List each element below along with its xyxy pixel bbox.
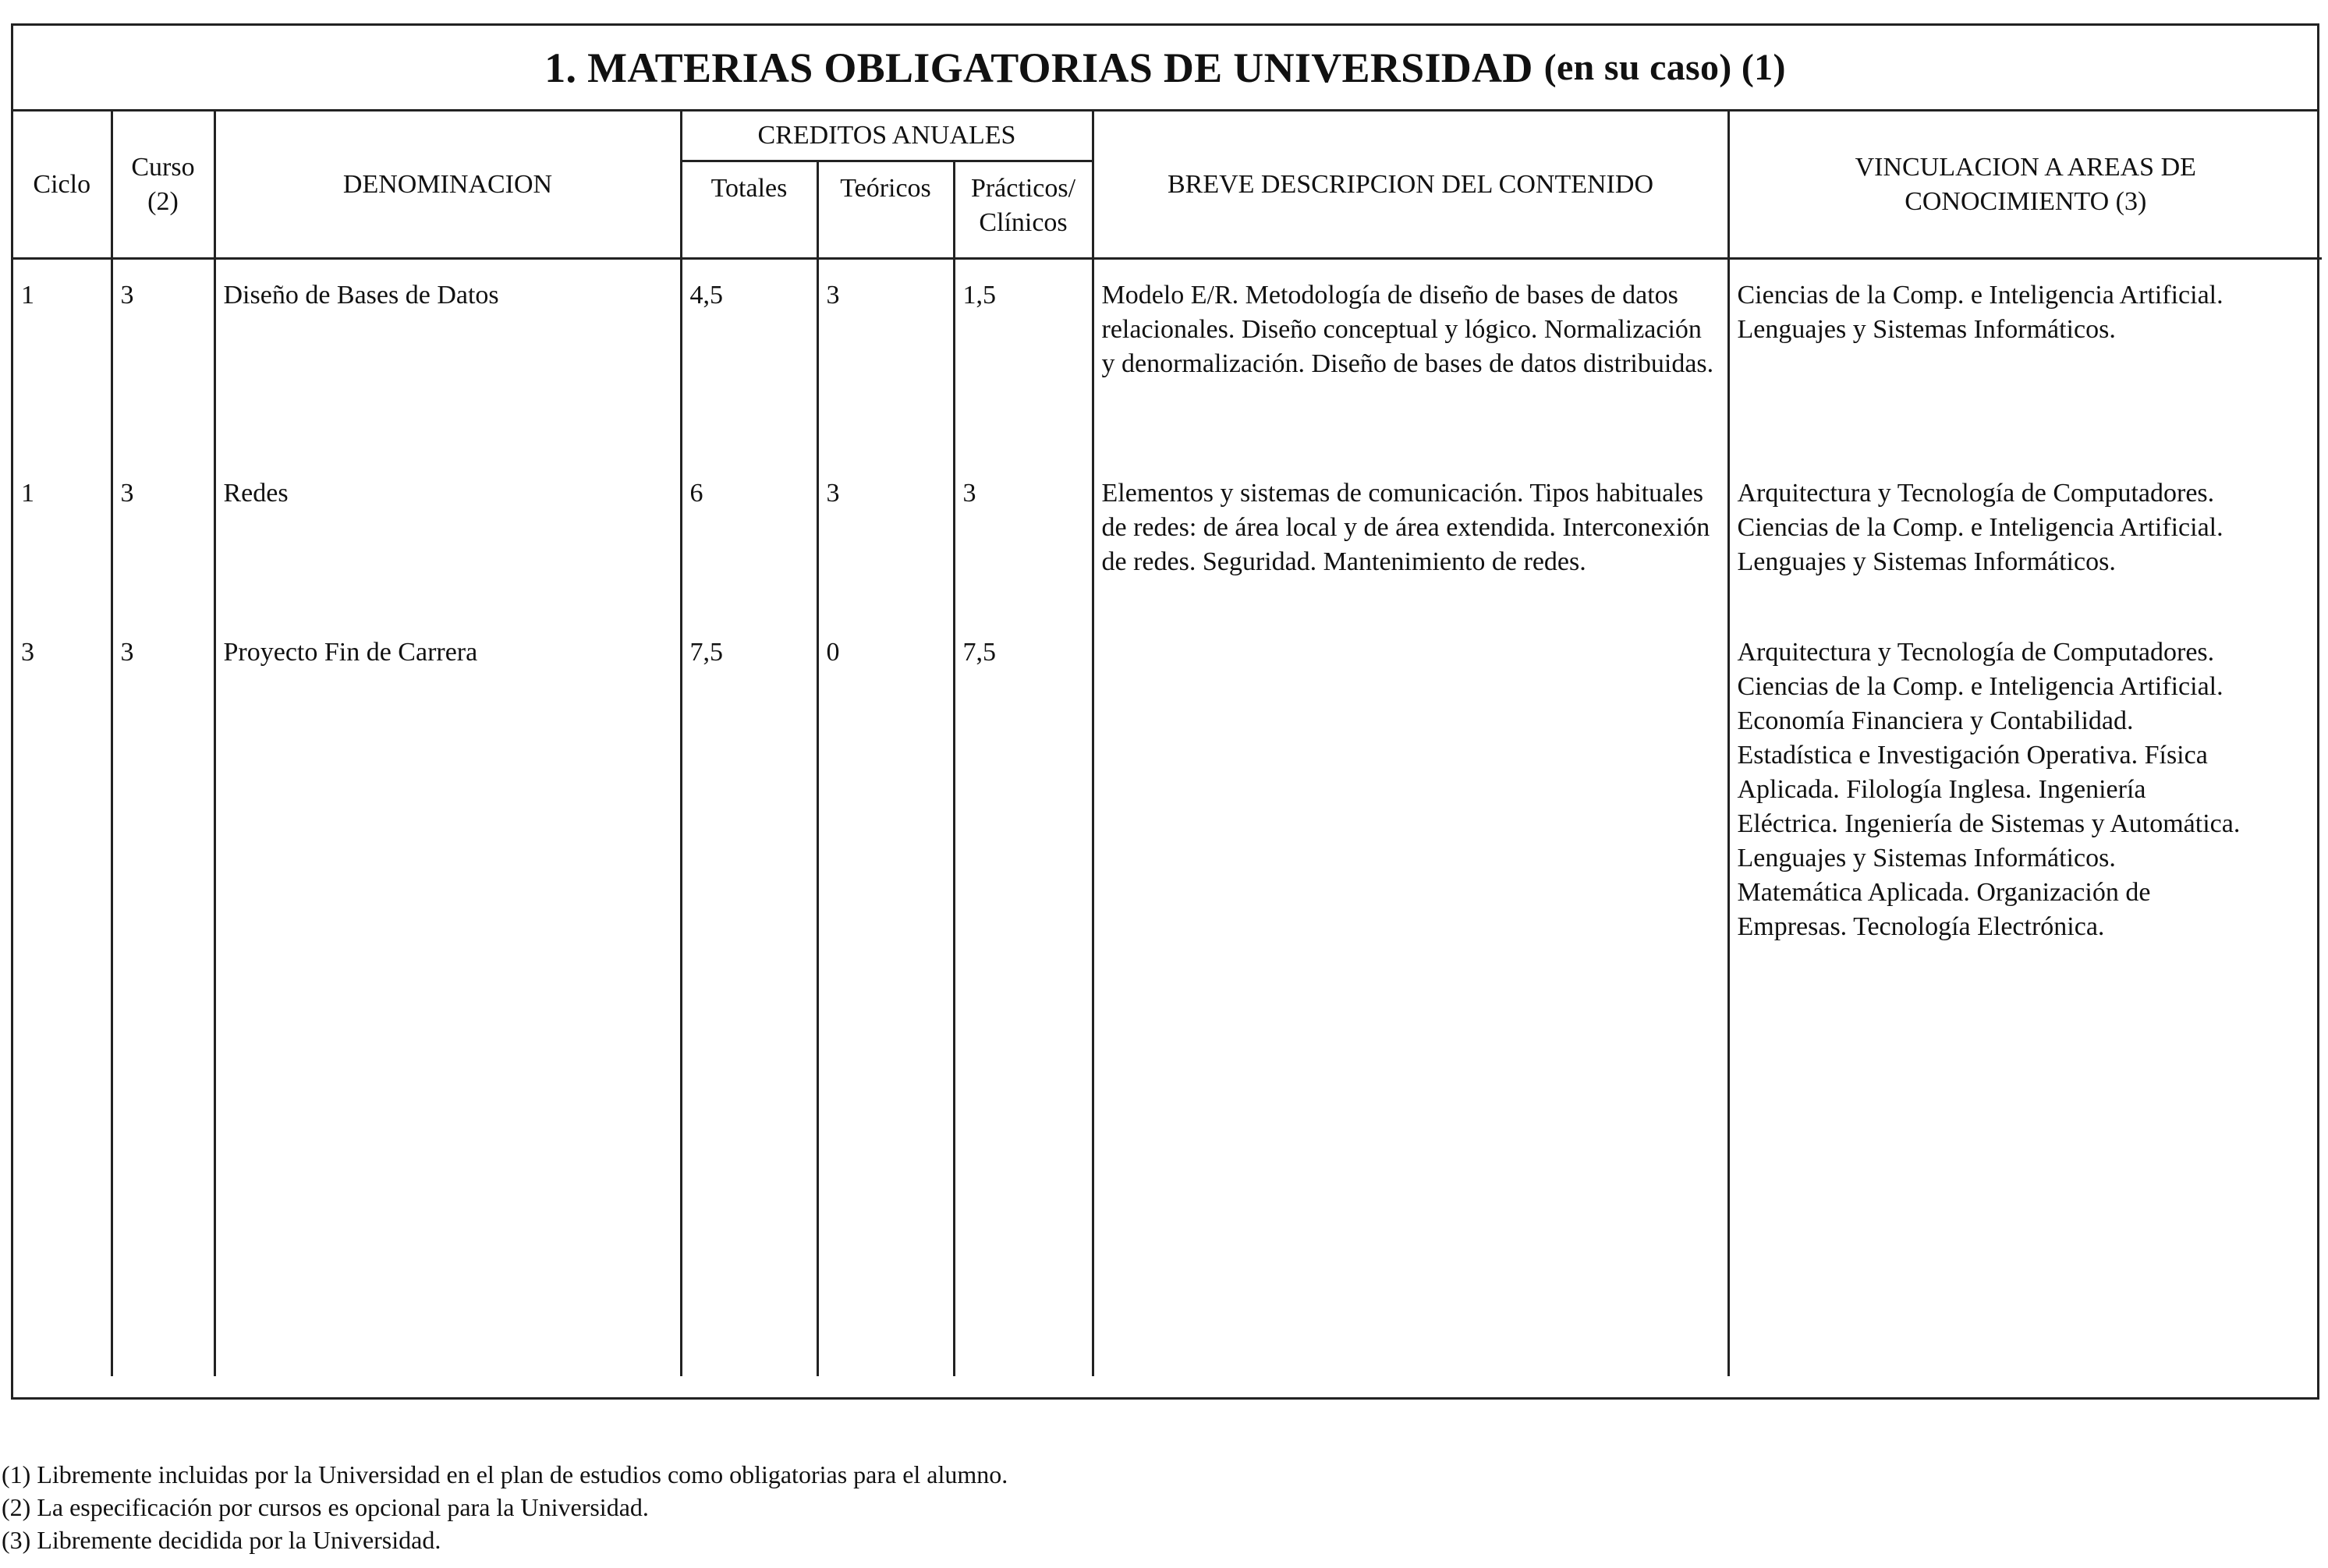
area-item: Lenguajes y Sistemas Informáticos. (1737, 315, 2116, 344)
area-item: Eléctrica. Ingeniería de Sistemas y Automática. (1737, 809, 2241, 838)
area-item: Aplicada. Filología Inglesa. Ingeniería (1737, 775, 2146, 804)
table-row (13, 259, 2322, 458)
materias-table (13, 111, 2322, 1376)
footnotes (2, 1458, 2263, 1556)
footnote-1: (1) Libremente incluidas por la Universidad en el plan de estudios como obligatorias para el alumno. (2, 1460, 1008, 1488)
cell-ciclo: 3 (13, 617, 112, 1376)
area-item: Lenguajes y Sistemas Informáticos. (1737, 547, 2116, 576)
header-teoricos: Teóricos (817, 161, 954, 259)
cell-practicos: 1,5 (954, 259, 1093, 458)
cell-practicos: 3 (954, 458, 1093, 617)
cell-areas (1728, 617, 2322, 1376)
cell-descripcion: Elementos y sistemas de comunicación. Tipos habituales de redes: de área local y de área extendida. Interconexión de redes. Seguridad. Mantenimiento de redes. (1093, 458, 1728, 617)
area-item: Arquitectura y Tecnología de Computadores. (1737, 638, 2215, 667)
cell-curso: 3 (112, 259, 214, 458)
cell-curso: 3 (112, 617, 214, 1376)
header-practicos (954, 161, 1093, 259)
table-row (13, 617, 2322, 1376)
header-practicos-line1: Prácticos/ (970, 174, 1076, 203)
title-main: 1. MATERIAS OBLIGATORIAS DE UNIVERSIDAD (544, 44, 1533, 91)
header-vinculacion (1728, 111, 2322, 259)
cell-denominacion: Diseño de Bases de Datos (214, 259, 681, 458)
area-item: Ciencias de la Comp. e Inteligencia Artificial. (1737, 513, 2223, 542)
page-title (13, 26, 2317, 111)
cell-denominacion: Proyecto Fin de Carrera (214, 617, 681, 1376)
header-descripcion: BREVE DESCRIPCION DEL CONTENIDO (1093, 111, 1728, 259)
cell-totales: 4,5 (681, 259, 817, 458)
header-row (13, 111, 2322, 161)
cell-ciclo: 1 (13, 259, 112, 458)
cell-teoricos: 3 (817, 458, 954, 617)
cell-totales: 6 (681, 458, 817, 617)
header-totales: Totales (681, 161, 817, 259)
area-item: Matemática Aplicada. Organización de (1737, 878, 2151, 907)
area-item: Lenguajes y Sistemas Informáticos. (1737, 844, 2116, 872)
area-item: Arquitectura y Tecnología de Computadores. (1737, 479, 2215, 508)
cell-ciclo: 1 (13, 458, 112, 617)
area-item: Estadística e Investigación Operativa. Física (1737, 741, 2208, 770)
header-denominacion: DENOMINACION (214, 111, 681, 259)
header-curso-label: Curso (131, 152, 195, 182)
cell-practicos: 7,5 (954, 617, 1093, 1376)
area-item: Economía Financiera y Contabilidad. (1737, 706, 2134, 735)
cell-areas (1728, 458, 2322, 617)
cell-teoricos: 3 (817, 259, 954, 458)
header-vinculacion-line1: VINCULACION A AREAS DE (1855, 152, 2196, 182)
footnote-2: (2) La especificación por cursos es opcional para la Universidad. (2, 1493, 649, 1521)
header-practicos-line2: Clínicos (979, 208, 1068, 237)
area-item: Ciencias de la Comp. e Inteligencia Artificial. (1737, 672, 2223, 701)
cell-descripcion: Modelo E/R. Metodología de diseño de bases de datos relacionales. Diseño conceptual y lógico. Normalización y denormalización. Diseño de bases de datos distribuidas. (1093, 259, 1728, 458)
cell-teoricos: 0 (817, 617, 954, 1376)
cell-descripcion (1093, 617, 1728, 1376)
header-curso (112, 111, 214, 259)
table-row (13, 458, 2322, 617)
header-ciclo: Ciclo (13, 111, 112, 259)
area-item: Empresas. Tecnología Electrónica. (1737, 912, 2105, 941)
header-creditos-anuales: CREDITOS ANUALES (681, 111, 1093, 161)
header-curso-note: (2) (147, 186, 179, 216)
cell-curso: 3 (112, 458, 214, 617)
cell-totales: 7,5 (681, 617, 817, 1376)
form-table-frame (11, 23, 2319, 1400)
cell-areas (1728, 259, 2322, 458)
footnote-3: (3) Libremente decidida por la Universidad. (2, 1526, 441, 1554)
title-tail: (en su caso) (1) (1543, 47, 1786, 88)
cell-denominacion: Redes (214, 458, 681, 617)
area-item: Ciencias de la Comp. e Inteligencia Artificial. (1737, 281, 2223, 310)
header-vinculacion-line2: CONOCIMIENTO (3) (1905, 186, 2147, 216)
